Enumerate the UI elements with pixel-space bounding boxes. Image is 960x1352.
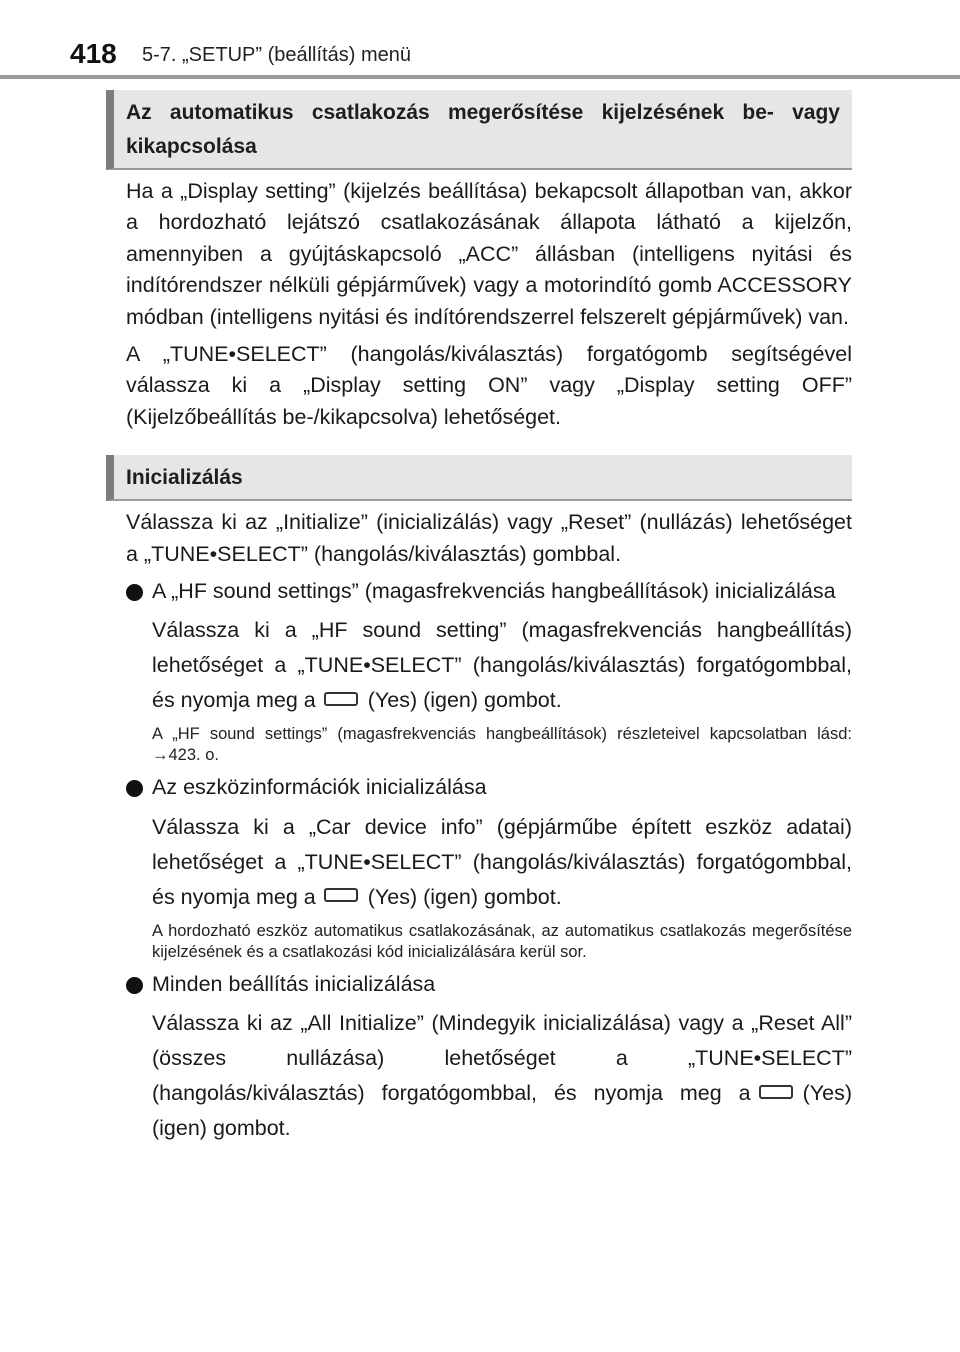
- instruction-text-before: Válassza ki az „All Initialize” (Mindegyik inicializálása) vagy a „Reset All” (összes nullázása) lehetőséget a „TUNE•SELECT” (hangolás/kiválasztás) forgatógombbal, és nyomja meg a: [152, 1011, 852, 1106]
- list-item: [106, 772, 852, 803]
- header-divider: [0, 75, 960, 79]
- section-title: 5-7. „SETUP” (beállítás) menü: [142, 44, 411, 66]
- page-number: 418: [70, 38, 117, 69]
- note-text: A hordozható eszköz automatikus csatlakozásának, az automatikus csatlakozás megerősítése kijelzésének és a csatlakozási kód inicializálására kerül sor.: [152, 921, 852, 961]
- instruction-text-before: Válassza ki a „Car device info” (gépjárműbe épített eszköz adatai) lehetőséget a „TUNE•SELECT” (hangolás/kiválasztás) forgatógombbal, és nyomja meg a: [152, 814, 852, 909]
- button-icon: [759, 1085, 793, 1099]
- bullet-icon: [126, 780, 143, 797]
- button-icon: [324, 888, 358, 902]
- instruction-text-before: Válassza ki a „HF sound setting” (magasfrekvenciás hangbeállítás) lehetőséget a „TUNE•SELECT” (hangolás/kiválasztás) forgatógombbal, és nyomja meg a: [152, 618, 852, 713]
- list-item-heading: Az eszközinformációk inicializálása: [152, 775, 487, 800]
- list-item-heading: Minden beállítás inicializálása: [152, 971, 436, 996]
- section-heading-auto-connect: Az automatikus csatlakozás megerősítése kijelzésének be- vagy kikapcsolása: [106, 90, 852, 170]
- bullet-icon: [126, 977, 143, 994]
- paragraph: Válassza ki az „Initialize” (inicializálás) vagy „Reset” (nullázás) lehetőséget a „TUNE•SELECT” (hangolás/kiválasztás) gombbal.: [126, 510, 852, 566]
- section-heading-initialize: Inicializálás: [106, 455, 852, 501]
- list-item: [106, 969, 852, 1000]
- instruction-text: [152, 613, 852, 718]
- instruction-text: [152, 1006, 852, 1146]
- list-item: [106, 576, 852, 607]
- instruction-text-after: (Yes) (igen) gombot.: [367, 688, 562, 713]
- page-content: [106, 90, 852, 1146]
- instruction-text-after: (Yes) (igen) gombot.: [367, 884, 562, 909]
- paragraph: Ha a „Display setting” (kijelzés beállítása) bekapcsolt állapotban van, akkor a hordozható lejátszó csatlakozásának állapota látható a kijelzőn, amennyiben a gyújtáskapcsoló „ACC” állásban (intelligens nyitási és indítórendszer nélküli gépjárművek) vagy a motorindító gomb ACCESSORY módban (intelligens nyitási és indítórendszerrel felszerelt gépjárművek) van.: [126, 179, 852, 329]
- instruction-text: [152, 810, 852, 915]
- bullet-icon: [126, 584, 143, 601]
- instruction-text-after: (Yes) (igen) gombot.: [152, 1081, 852, 1141]
- note-text: A „HF sound settings” (magasfrekvenciás hangbeállítások) részleteivel kapcsolatban lásd: →423. o.: [152, 725, 852, 765]
- paragraph: A „TUNE•SELECT” (hangolás/kiválasztás) forgatógomb segítségével válassza ki a „Display setting ON” vagy „Display setting OFF” (Kijelzőbeállítás be-/kikapcsolva) lehetőséget.: [126, 342, 852, 429]
- page-header: [0, 0, 960, 80]
- list-item-heading: A „HF sound settings” (magasfrekvenciás hangbeállítások) inicializálása: [152, 579, 836, 604]
- button-icon: [324, 692, 358, 706]
